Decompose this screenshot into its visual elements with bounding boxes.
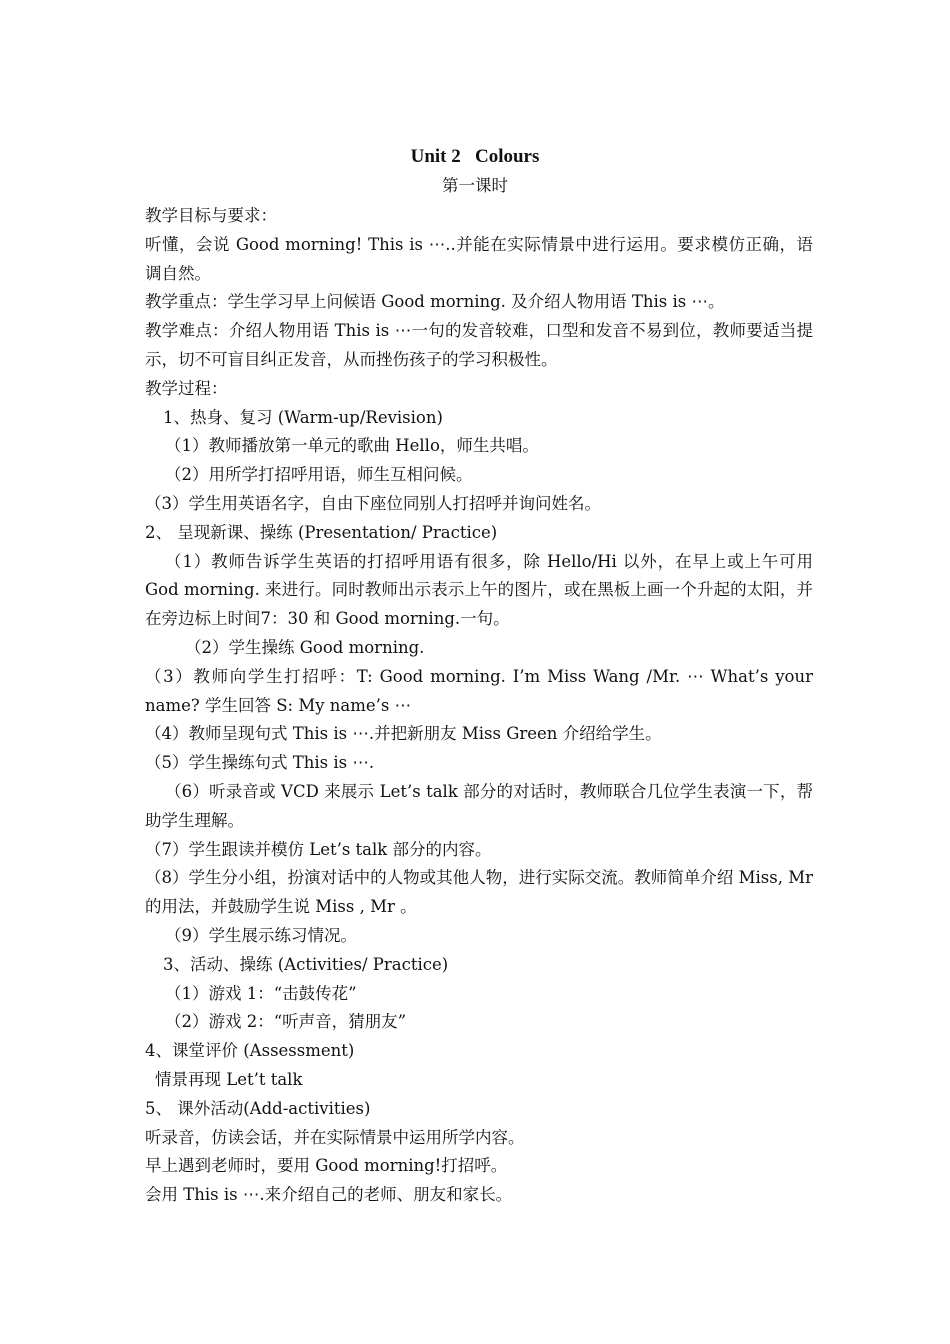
paragraph-objectives: 听懂，会说 Good morning! This is ⋯..并能在实际情景中进行运用。要求模仿正确，语调自然。 <box>145 234 813 283</box>
step-assessment-1: 情景再现 Let’t talk <box>155 1069 303 1089</box>
step-presentation-9: （9）学生展示练习情况。 <box>165 925 357 945</box>
document-body <box>145 202 813 1210</box>
step-presentation-7: （7）学生跟读并模仿 Let’s talk 部分的内容。 <box>145 839 492 859</box>
section-activities: 3、活动、操练 (Activities/ Practice) <box>163 954 449 974</box>
step-activities-1: （1）游戏 1：“击鼓传花” <box>165 983 357 1003</box>
step-presentation-3: （3）教师向学生打招呼：T: Good morning. I’m Miss Wang /Mr. ⋯ What’s your name? 学生回答 S: My name’s ⋯ <box>145 666 813 715</box>
paragraph-difficulties: 教学难点：介绍人物用语 This is ⋯一句的发音较难，口型和发音不易到位，教师要适当提示，切不可盲目纠正发音，从而挫伤孩子的学习积极性。 <box>145 321 813 369</box>
step-presentation-6: （6）听录音或 VCD 来展示 Let’s talk 部分的对话时，教师联合几位学生表演一下，帮助学生理解。 <box>145 781 813 830</box>
paragraph-key-points: 教学重点：学生学习早上问候语 Good morning. 及介绍人物用语 This is ⋯。 <box>145 292 725 312</box>
step-presentation-1: （1）教师告诉学生英语的打招呼用语有很多，除 Hello/Hi 以外，在早上或上午可用 God morning. 来进行。同时教师出示表示上午的图片，或在黑板上画一个升起的太阳，并在旁边标上时间7：30 和 Good morning.一句。 <box>145 551 813 629</box>
step-presentation-4: （4）教师呈现句式 This is ⋯.并把新朋友 Miss Green 介绍给学生。 <box>145 724 662 744</box>
step-add-activities-1: 听录音，仿读会话，并在实际情景中运用所学内容。 <box>145 1127 525 1147</box>
step-activities-2: （2）游戏 2：“听声音，猜朋友” <box>165 1012 407 1032</box>
paragraph-heading-objectives: 教学目标与要求： <box>145 206 277 225</box>
step-presentation-2: （2）学生操练 Good morning. <box>185 637 425 657</box>
document-subtitle: 第一课时 <box>442 176 508 195</box>
document-title: Unit 2 Colours <box>410 146 540 167</box>
section-add-activities: 5、 课外活动(Add-activities) <box>145 1098 371 1118</box>
section-assessment: 4、课堂评价 (Assessment) <box>145 1041 355 1061</box>
section-presentation: 2、 呈现新课、操练 (Presentation/ Practice) <box>145 522 498 542</box>
paragraph-heading-process: 教学过程： <box>145 378 228 398</box>
step-presentation-5: （5）学生操练句式 This is ⋯. <box>145 753 375 773</box>
section-warm-up: 1、热身、复习 (Warm-up/Revision) <box>163 407 443 427</box>
step-warm-up-3: （3）学生用英语名字，自由下座位同别人打招呼并询问姓名。 <box>145 493 601 513</box>
step-add-activities-2: 早上遇到老师时，要用 Good morning!打招呼。 <box>145 1156 508 1176</box>
step-warm-up-2: （2）用所学打招呼用语，师生互相问候。 <box>165 465 473 485</box>
step-add-activities-3: 会用 This is ⋯.来介绍自己的老师、朋友和家长。 <box>145 1185 513 1205</box>
step-warm-up-1: （1）教师播放第一单元的歌曲 Hello，师生共唱。 <box>165 436 539 456</box>
step-presentation-8: （8）学生分小组，扮演对话中的人物或其他人物，进行实际交流。教师简单介绍 Miss, Mr 的用法，并鼓励学生说 Miss , Mr 。 <box>145 868 813 917</box>
